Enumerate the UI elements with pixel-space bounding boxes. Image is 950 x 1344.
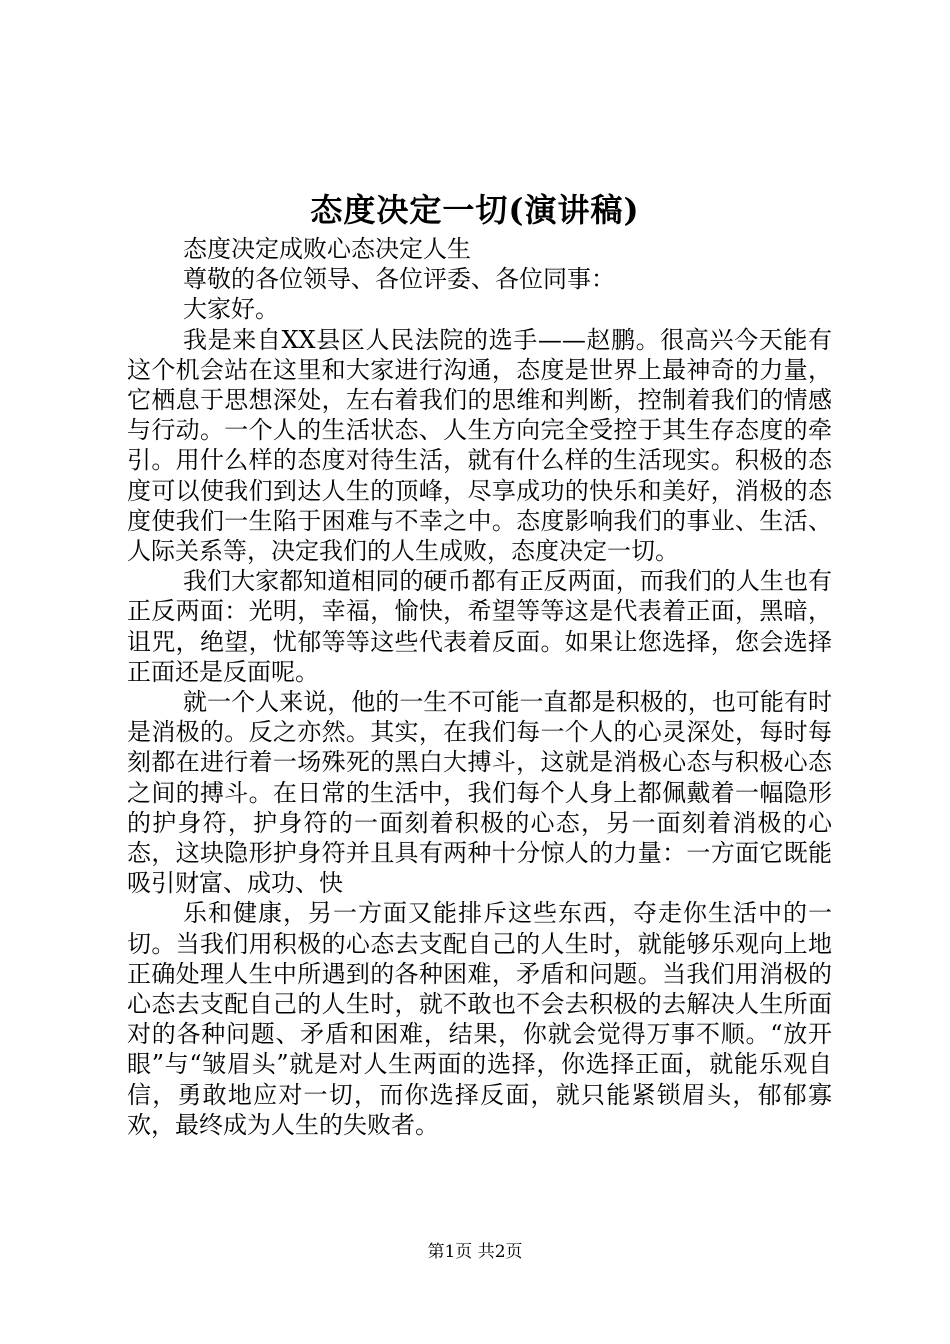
body-paragraph: 我是来自XX县区人民法院的选手——赵鹏。很高兴今天能有这个机会站在这里和大家进行沟通，态度是世界上最神奇的力量，它栖息于思想深处，左右着我们的思维和判断，控制着我们的情感与行动。一个人的生活状态、人生方向完全受控于其生存态度的牵引。用什么样的态度对待生活，就有什么样的生活现实。积极的态度可以使我们到达人生的顶峰，尽享成功的快乐和美好，消极的态度使我们一生陷于困难与不幸之中。态度影响我们的事业、生活、人际关系等，决定我们的人生成败，态度决定一切。	[127, 325, 832, 566]
body-paragraph: 我们大家都知道相同的硬币都有正反两面，而我们的人生也有正反两面：光明，幸福，愉快，希望等等这是代表着正面，黑暗，诅咒，绝望，忧郁等等这些代表着反面。如果让您选择，您会选择正面还是反面呢。	[127, 567, 832, 686]
document-body	[127, 234, 832, 1140]
subtitle-paragraph: 态度决定成败心态决定人生	[183, 235, 471, 263]
salutation-paragraph: 尊敬的各位领导、各位评委、各位同事：	[183, 265, 615, 294]
body-paragraph: 乐和健康，另一方面又能排斥这些东西，夺走你生活中的一切。当我们用积极的心态去支配自己的人生时，就能够乐观向上地正确处理人生中所遇到的各种困难，矛盾和问题。当我们用消极的心态去支配自己的人生时，就不敢也不会去积极的去解决人生所面对的各种问题、矛盾和困难，结果，你就会觉得万事不顺。“放开眼”与“皱眉头”就是对人生两面的选择，你选择正面，就能乐观自信，勇敢地应对一切，而你选择反面，就只能紧锁眉头，郁郁寡欢，最终成为人生的失败者。	[127, 899, 832, 1139]
document-title: 态度决定一切(演讲稿)	[310, 191, 640, 229]
greeting-paragraph: 大家好。	[183, 295, 279, 324]
page-footer: 第1页 共2页	[427, 1242, 523, 1262]
body-paragraph: 就一个人来说，他的一生不可能一直都是积极的，也可能有时是消极的。反之亦然。其实，在我们每一个人的心灵深处，每时每刻都在进行着一场殊死的黑白大搏斗，这就是消极心态与积极心态之间的搏斗。在日常的生活中，我们每个人身上都佩戴着一幅隐形的护身符，护身符的一面刻着积极的心态，另一面刻着消极的心态，这块隐形护身符并且具有两种十分惊人的力量：一方面它既能吸引财富、成功、快	[127, 688, 832, 898]
